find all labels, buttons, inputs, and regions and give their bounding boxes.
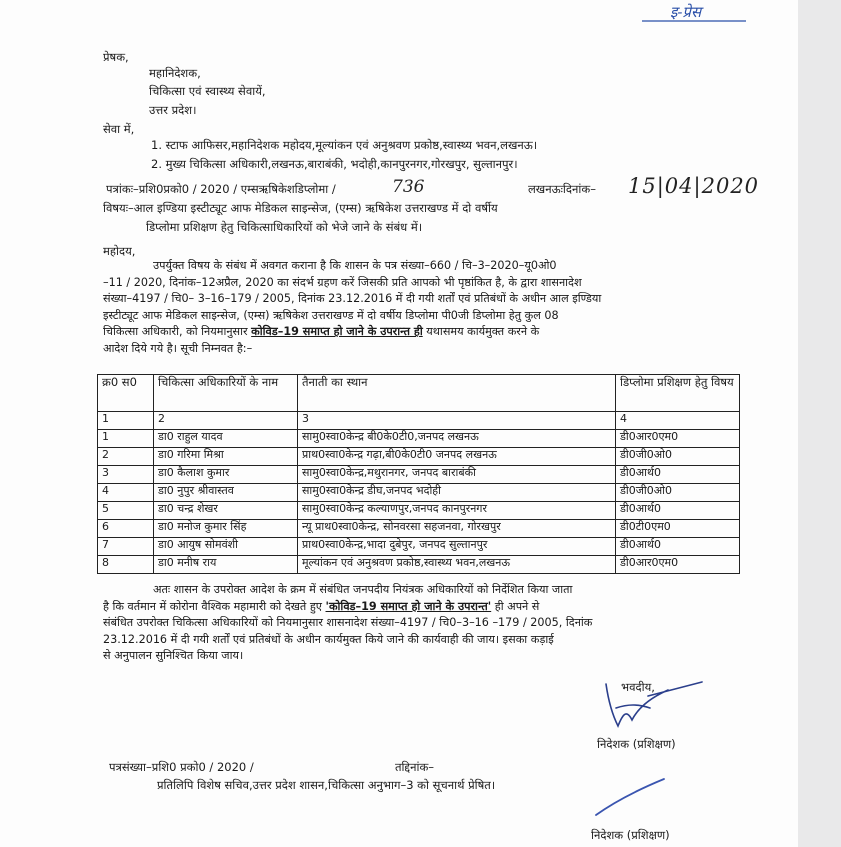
col-number: 1 <box>98 412 154 430</box>
place-date-label: लखनऊःदिनांक– <box>528 182 596 196</box>
endorse-number: पत्रसंख्या–प्रशि0 प्रको0 / 2020 / <box>109 760 254 774</box>
table-number-row <box>98 412 740 430</box>
stamp-underline <box>640 18 750 24</box>
signatory-1: निदेशक (प्रशिक्षण) <box>597 737 676 751</box>
sender-line-3: उत्तर प्रदेश। <box>149 103 197 117</box>
cell-subject: डी0आर्थ0 <box>616 466 740 484</box>
table-header-row <box>98 375 740 412</box>
cell-name: डा0 चन्द्र शेखर <box>154 502 298 520</box>
para2-line-2-start: है कि वर्तमान में कोरोना वैश्विक महामारी को देखते हुए <box>103 599 322 613</box>
letter-ref: पत्रांकः–प्रशि0प्रको0 / 2020 / एम्सऋषिकेशडिप्लोमा / <box>106 182 336 196</box>
cell-posting: प्राथ0स्वा0केन्द्र गढ़ा,बी0के0टी0 जनपद लखनऊ <box>298 448 616 466</box>
paragraph-1 <box>103 258 751 357</box>
table-row <box>98 520 740 538</box>
cell-serial: 5 <box>98 502 154 520</box>
cell-serial: 1 <box>98 430 154 448</box>
cell-posting: प्राथ0स्वा0केन्द्र,भादा दुबेपुर, जनपद सुल्तानपुर <box>298 538 616 556</box>
date-handwritten: 15|04|2020 <box>628 174 760 198</box>
cell-posting: सामु0स्वा0केन्द्र डीघ,जनपद भदोही <box>298 484 616 502</box>
signature-1 <box>598 678 708 734</box>
cell-name: डा0 कैलाश कुमार <box>154 466 298 484</box>
subject-line-1: विषयः–आल इण्डिया इस्टीट्यूट आफ मेडिकल साइन्सेज, (एम्स) ऋषिकेश उत्तराखण्ड में दो वर्षीय <box>103 201 498 215</box>
cell-serial: 8 <box>98 556 154 574</box>
covid-phrase-quoted: 'कोविड–19 समाप्त हो जाने के उपरान्त' <box>325 599 492 613</box>
table-row <box>98 484 740 502</box>
cell-subject: डी0टी0एम0 <box>616 520 740 538</box>
cell-name: डा0 मनीष राय <box>154 556 298 574</box>
letter-ref-number: 736 <box>392 177 425 197</box>
para2-line-1: अतः शासन के उपरोक्त आदेश के क्रम में संबंधित जनपदीय नियंत्रक अधिकारियों को निर्देशित किया जाता <box>153 583 573 596</box>
copy-to: प्रतिलिपि विशेष सचिव,उत्तर प्रदेश शासन,चिकित्सा अनुभाग–3 को सूचनार्थ प्रेषित। <box>157 778 496 792</box>
para2-line-4: 23.12.2016 में दी गयी शर्तों एवं प्रतिबंधों के अधीन कार्यमुक्त किये जाने की कार्यवाही की जाय। इसका कड़ाई <box>103 632 554 646</box>
cell-posting: सामु0स्वा0केन्द्र,मथुरानगर, जनपद बाराबंकी <box>298 466 616 484</box>
cell-serial: 6 <box>98 520 154 538</box>
paragraph-2 <box>103 582 751 665</box>
cell-subject: डी0जी0ओ0 <box>616 484 740 502</box>
endorse-date: तद्दिनांक– <box>395 760 435 774</box>
header-subject: डिप्लोमा प्रशिक्षण हेतु विषय <box>616 375 740 412</box>
cell-serial: 2 <box>98 448 154 466</box>
header-posting: तैनाती का स्थान <box>298 375 616 412</box>
cell-subject: डी0जी0ओ0 <box>616 448 740 466</box>
recipient-2: 2. मुख्य चिकित्सा अधिकारी,लखनऊ,बाराबंकी, भदोही,कानपुरनगर,गोरखपुर, सुल्तानपुर। <box>151 157 518 171</box>
cell-name: डा0 गरिमा मिश्रा <box>154 448 298 466</box>
cell-subject: डी0आर0एम0 <box>616 430 740 448</box>
para1-line-2: –11 / 2020, दिनांक–12अप्रैल, 2020 का संदर्भ ग्रहण करें जिसकी प्रति आपको भी पृष्ठांकित है, के द्वारा शासनादेश <box>103 275 582 289</box>
cell-posting: सामु0स्वा0केन्द्र कल्याणपुर,जनपद कानपुरनगर <box>298 502 616 520</box>
signature-2 <box>590 775 670 821</box>
sender-line-1: महानिदेशक, <box>149 66 201 80</box>
para1-line-1: उपर्युक्त विषय के संबंध में अवगत कराना है कि शासन के पत्र संख्या–660 / चि–3–2020–यू0ओ0 <box>153 259 557 272</box>
table-row <box>98 556 740 574</box>
cell-name: डा0 आयुष सोमवंशी <box>154 538 298 556</box>
header-name: चिकित्सा अधिकारियों के नाम <box>154 375 298 412</box>
table-row <box>98 502 740 520</box>
cell-subject: डी0आर्थ0 <box>616 538 740 556</box>
para1-line-5-start: चिकित्सा अधिकारी, को नियमानुसार <box>103 325 248 338</box>
para1-line-3: संख्या–4197 / चि0– 3–16–179 / 2005, दिनांक 23.12.2016 में दी गयी शर्तों एवं प्रतिबंधों के अधीन आल इण्डिया <box>103 292 602 305</box>
subject-line-2: डिप्लोमा प्रशिक्षण हेतु चिकित्साधिकारियों को भेजे जाने के संबंध में। <box>146 220 423 234</box>
officers-table <box>97 374 740 574</box>
cell-posting: सामु0स्वा0केन्द्र बी0के0टी0,जनपद लखनऊ <box>298 430 616 448</box>
recipient-1: 1. स्टाफ आफिसर,महानिदेशक महोदय,मूल्यांकन एवं अनुश्रवण प्रकोष्ठ,स्वास्थ्य भवन,लखनऊ। <box>151 138 538 152</box>
cell-name: डा0 मनोज कुमार सिंह <box>154 520 298 538</box>
table-row <box>98 430 740 448</box>
para2-line-3: संबंधित उपरोक्त चिकित्सा अधिकारियों को नियमानुसार शासनादेश संख्या–4197 / चि0–3–16 –179 / 2005, दिनांक <box>103 616 593 629</box>
para1-line-6: आदेश दिये गये है। सूची निम्नवत है:– <box>103 341 253 355</box>
para2-line-2 <box>103 599 751 616</box>
cell-posting: न्यू प्राथ0स्वा0केन्द्र, सोनवरसा सहजनवा, गोरखपुर <box>298 520 616 538</box>
cell-serial: 4 <box>98 484 154 502</box>
col-number: 4 <box>616 412 740 430</box>
table-row <box>98 448 740 466</box>
cell-subject: डी0आर्थ0 <box>616 502 740 520</box>
covid-phrase: कोविड–19 समाप्त हो जाने के उपरान्त ही <box>251 325 423 338</box>
cell-subject: डी0आर0एम0 <box>616 556 740 574</box>
signatory-2: निदेशक (प्रशिक्षण) <box>591 828 670 842</box>
cell-posting: मूल्यांकन एवं अनुश्रवण प्रकोष्ठ,स्वास्थ्य भवन,लखनऊ <box>298 556 616 574</box>
para1-line-5 <box>103 324 751 341</box>
cell-serial: 7 <box>98 538 154 556</box>
header-serial: क्र0 स0 <box>98 375 154 412</box>
col-number: 2 <box>154 412 298 430</box>
para2-line-2-end: ही अपने से <box>494 599 540 613</box>
cell-name: डा0 राहुल यादव <box>154 430 298 448</box>
para2-line-5: से अनुपालन सुनिश्चित किया जाय। <box>103 649 244 662</box>
cell-name: डा0 नुपुर श्रीवास्तव <box>154 484 298 502</box>
para1-line-4: इस्टीट्यूट आफ मेडिकल साइन्सेज, (एम्स) ऋषिकेश उत्तराखण्ड में दो वर्षीय डिप्लोमा पी0जी डिप्लोमा हेतु कुल 08 <box>103 308 559 322</box>
sender-label: प्रेषक, <box>103 50 129 64</box>
table-row <box>98 538 740 556</box>
closing: भवदीय, <box>621 680 655 694</box>
col-number: 3 <box>298 412 616 430</box>
table-row <box>98 466 740 484</box>
stamp-text: इ-प्रेस <box>670 3 702 21</box>
right-margin-strip <box>798 0 841 847</box>
to-label: सेवा में, <box>103 122 135 136</box>
salutation: महोदय, <box>103 244 136 258</box>
sender-line-2: चिकित्सा एवं स्वास्थ्य सेवायें, <box>149 84 266 98</box>
cell-serial: 3 <box>98 466 154 484</box>
para1-line-5-end: यथासमय कार्यमुक्त करने के <box>426 325 540 338</box>
